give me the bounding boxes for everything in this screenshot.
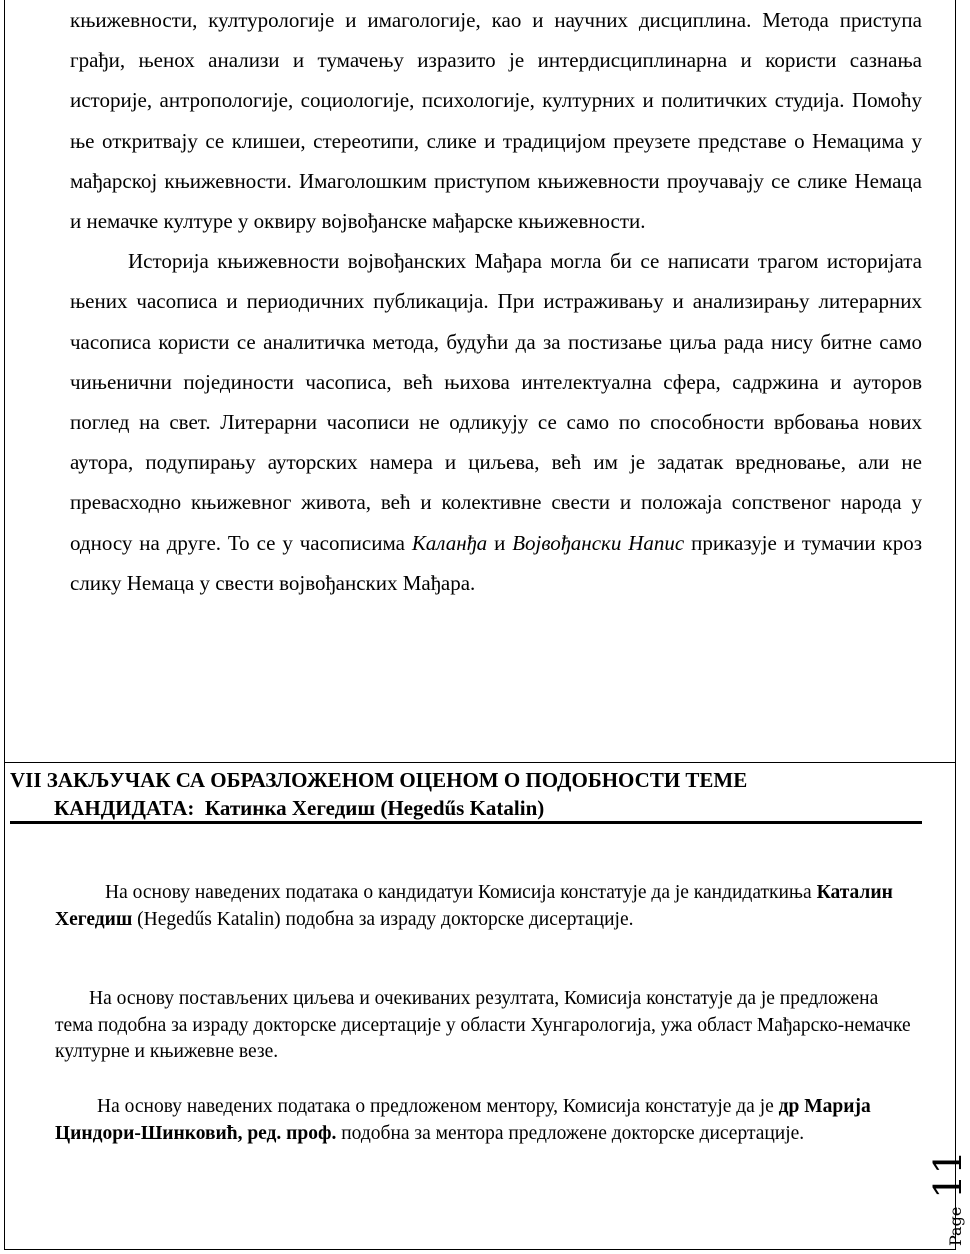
section-heading [10,766,922,822]
section-divider [4,762,956,763]
conclusion-topic [55,986,915,1066]
paragraph-text: приказује и тумачии кроз слику Немаца у свести војвођанских Мађара. [70,530,922,595]
candidate-name: Катинка Хегедиш (Hegedűs Katalin) [204,796,545,820]
paragraph-journals [70,241,922,603]
paragraph-text: Историја књижевности војвођанских Мађара могла би се написати трагом историјата њених часописа и периодичних публикација. При истраживању и анализирању литерарних часописа користи се аналитичка метода, будући да за постизање циља рада нису битне само чињенични појединости часописа, већ њихова интелектуална сфера, садржина и ауторов поглед на свет. Литерарни часописи не одликују се само по способности врбовања нових аутора, подупирању ауторских намера и циљева, већ им је задатак вредновање, али не превасходно књижевног живота, већ и колективне свести и положаја сопственог народа у односу на друге. То се у часописима [70,249,922,555]
journal-title: Каланђа [411,530,488,555]
candidate-name-bold: Каталин Хегедиш [55,882,893,930]
page-word: Page [946,1206,965,1246]
page-number-label [926,1150,970,1246]
page-number: 11 [926,1150,970,1199]
conclusion-paragraph: На основу постављених циљева и очекиваних резултата, Комисија констатује да је предложена тема подобна за израду докторске дисертације у области Хунгарологија, ужа област Мађарско-немачке културне и књижевне везе. [55,988,911,1062]
conclusion-text: (Hegedűs Katalin) подобна за израду докторске дисертације. [132,908,634,930]
conclusion-text: На основу наведених података о кандидатуи Комисија констатује да је кандидаткиња [105,882,817,903]
section-heading-line [10,794,922,822]
conclusion-paragraph [55,880,915,933]
conclusion-candidate [55,880,915,933]
conclusion-paragraph [55,1094,915,1147]
conjunction-text: и [487,530,513,555]
conclusion-text: На основу наведених података о предложеном ментору, Комисија констатује да је [97,1096,779,1117]
section-heading-line: VII ЗАКЉУЧАК СА ОБРАЗЛОЖЕНОМ ОЦЕНОМ О ПОДОБНОСТИ ТЕМЕ [10,768,748,792]
conclusion-text: подобна за ментора предложене докторске дисертације. [336,1122,805,1144]
heading-rule [10,821,922,824]
journal-title: Војвођански Напис [512,530,685,555]
candidate-label: КАНДИДАТА: [54,796,195,820]
paragraph-continued: књижевности, културологије и имагологије, као и научних дисциплина. Метода приступа грађи, њенох анализи и тумачењу изразито је интердисциплинарна и користи сазнања историје, антропологије, социологије, психологије, културних и политичких студија. Помоћу ње откритвају се клишеи, стереотипи, слике и традицијом преузете представе о Немацима у мађарској књижевности. Имаголошким приступом књижевности проучавају се слике Немаца и немачке културе у оквиру војвођанске мађарске књижевности. [70,8,922,234]
mentor-name-bold: др Марија Циндори-Шинковић, ред. проф. [55,1096,871,1144]
body-text [70,0,922,603]
conclusion-mentor [55,1094,915,1147]
